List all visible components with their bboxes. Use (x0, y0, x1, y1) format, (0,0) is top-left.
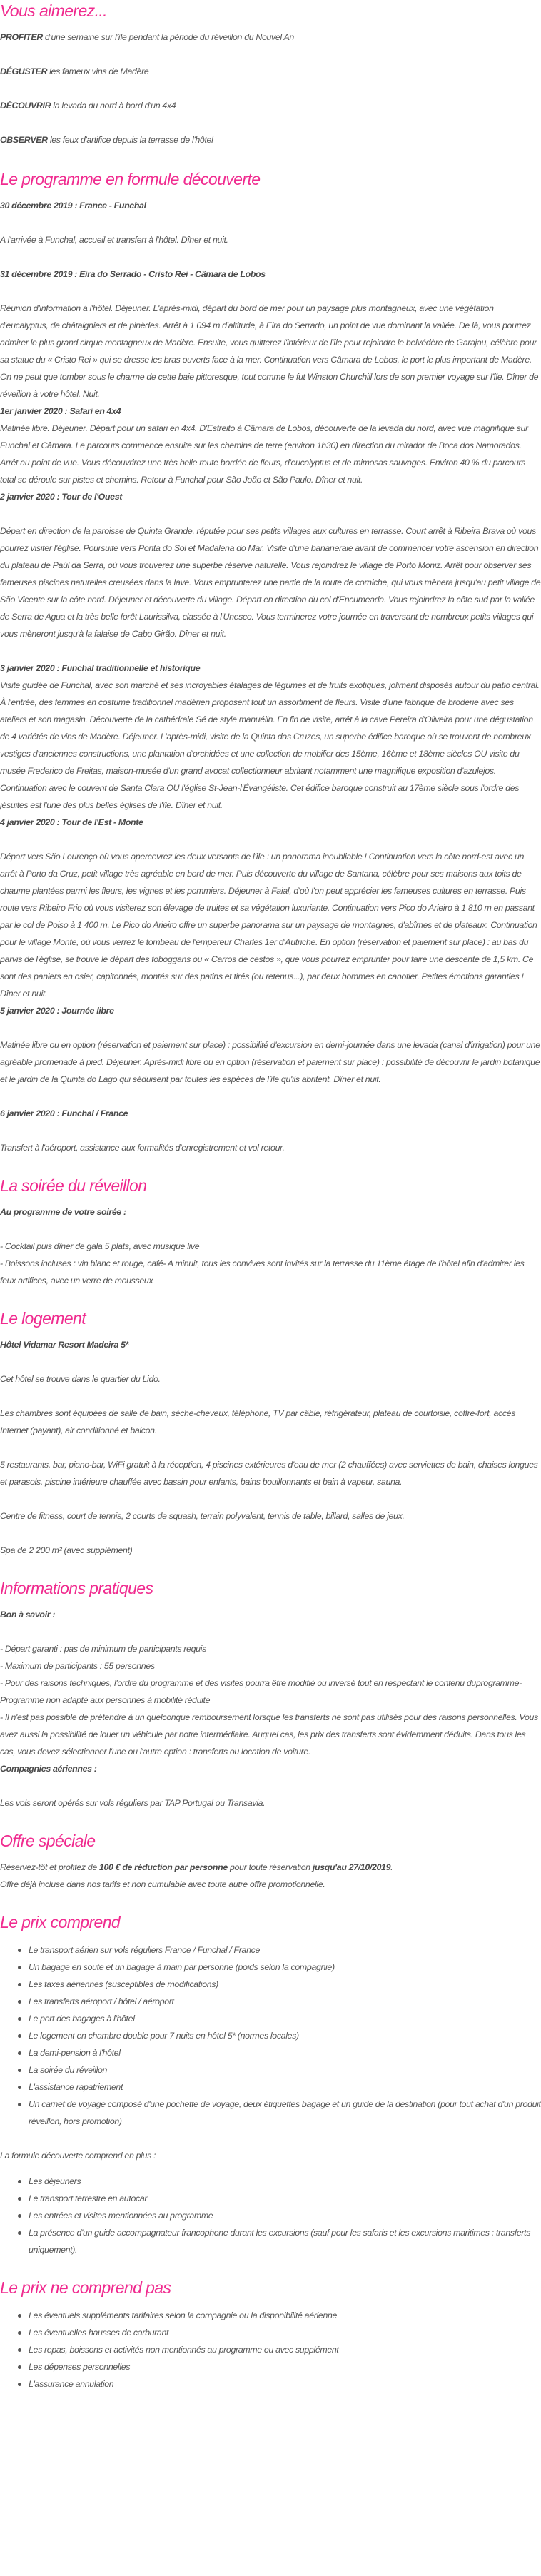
info-line: - Pour des raisons techniques, l'ordre du programme et des visites pourra être modifié ou inversé tout en respectant le contenu duprogramme- Programme non adapté aux personnes à mobilité réduite (0, 1678, 522, 1705)
list-item: Le logement en chambre double pour 7 nuits en hôtel 5* (normes locales) (29, 2027, 541, 2044)
section-title: Le prix comprend (0, 1913, 121, 1931)
list-item: L'assurance annulation (29, 2375, 541, 2393)
reveillon-line: - Boissons incluses : vin blanc et rouge, café- A minuit, tous les convives sont invités sur la terrasse du 11ème étage de l'hôtel afin d'admirer les feux artifices, avec un verre de mousseux (0, 1258, 525, 1286)
day-title: 3 janvier 2020 : Funchal traditionnelle et historique (0, 663, 201, 673)
section-reveillon (0, 1175, 541, 1289)
extra-includes-list (0, 2173, 541, 2258)
highlight-item: DÉGUSTER les fameux vins de Madère (0, 66, 149, 76)
section-prix-ne-comprend-pas (0, 2277, 541, 2393)
list-item: Les éventuels suppléments tarifaires selon la compagnie ou la disponibilité aérienne (29, 2307, 541, 2324)
info-line: - Départ garanti : pas de minimum de participants requis (0, 1644, 206, 1654)
section-informations (0, 1577, 541, 1812)
list-item: Le port des bagages à l'hôtel (29, 2010, 541, 2027)
list-item: La soirée du réveillon (29, 2061, 541, 2079)
section-title: Le logement (0, 1309, 86, 1328)
section-title: La soirée du réveillon (0, 1176, 147, 1195)
list-item: Le transport terrestre en autocar (29, 2190, 541, 2207)
info-line: - Maximum de participants : 55 personnes (0, 1661, 155, 1671)
extra-intro: La formule découverte comprend en plus : (0, 2151, 156, 2161)
list-item: Les repas, boissons et activités non mentionnés au programme ou avec supplément (29, 2341, 541, 2358)
day-text: Départ en direction de la paroisse de Quinta Grande, réputée pour ses petits villages aux cultures en terrasse. Court arrêt à Ribeira Brava où vous pourrez visiter l'église. Poursuite vers Ponta do Sol et Madalena do Mar. Visite d'une bananeraie avant de commencer votre ascension en direction du plateau de Paúl da Serra, où vous trouverez une superbe réserve naturelle. Vous rejoindrez le village de Porto Moniz. Arrêt pour observer ses fameuses piscines naturelles creusées dans la lave. Vous emprunterez une partie de la route de corniche, qui vous mènera jusqu'au petit village de São Vicente sur la côte nord. Déjeuner et découverte du village. Départ en direction du col d'Encumeada. Vous rejoindrez la côte sud par la vallée de Serra de Agua et la très belle forêt Laurissilva, classée à l'Unesco. Vous terminerez votre journée en traversant de nombreux petits villages qui vous mèneront jusqu'à la falaise de Cabo Girão. Dîner et nuit. (0, 526, 541, 639)
excludes-list (0, 2307, 541, 2393)
day-text: Départ vers São Lourenço où vous apercevrez les deux versants de l'île : un panorama inoubliable ! Continuation vers la côte nord-est avec un arrêt à Porto da Cruz, petit village très agréable en bord de mer. Puis découverte du village de Santana, célèbre pour ses maisons aux toits de chaume plantées parmi les fleurs, les vignes et les pommiers. Déjeuner à Faial, d'où l'on peut apprécier les fameuses cultures en terrasse. Puis route vers Ribeiro Frio où vous visiterez son élevage de truites et sa végétation luxuriante. Continuation vers Pico do Arieiro à 1 810 m en passant par le col de Poiso à 1 400 m. Le Pico do Arieiro offre un superbe panorama sur un paysage de montagnes, d'abîmes et de plateaux. Continuation pour le village Monte, où vous verrez le tombeau de l'empereur Charles 1er d'Autriche. En option (réservation et paiement sur place) : au bas du parvis de l'église, se trouve le départ des toboggans ou « Carros de cestos », que vous pourrez emprunter pour faire une descente de 1,5 km. Ce sont des paniers en osier, capitonnés, montés sur des patins et tirés (ou retenus...), par deux hommes en canotier. Petites émotions garanties ! Dîner et nuit. (0, 852, 537, 999)
section-offre-speciale (0, 1830, 541, 1893)
day-title: 30 décembre 2019 : France - Funchal (0, 201, 146, 211)
day-text: Visite guidée de Funchal, avec son marché et ses incroyables étalages de légumes et de fruits exotiques, joliment disposés autour du patio central. À l'entrée, des femmes en costume traditionnel madérien proposent tout un assortiment de fleurs. Visite d'une fabrique de broderie avec ses ateliers et son magasin. Découverte de la cathédrale Sé de style manuélin. En fin de visite, arrêt à la cave Pereira d'Oliveira pour une dégustation de 4 variétés de vins de Madère. Déjeuner. L'après-midi, visite de la Quinta das Cruzes, un superbe édifice baroque où se trouvent de nombreux vestiges d'anciennes constructions, une plantation d'orchidées et une collection de mobilier des 15ème, 16ème et 18ème siècles OU visite du musée Frederico de Freitas, maison-musée d'un grand avocat collectionneur abritant notamment une magnifique exposition d'azulejos. Continuation avec le couvent de Santa Clara OU l'église St-Jean-l'Évangéliste. Cet édifice baroque construit au 17ème siècle sous l'ordre des jésuites est l'une des plus belles églises de l'île. Dîner et nuit. (0, 680, 540, 810)
highlight-item: DÉCOUVRIR la levada du nord à bord d'un 4x4 (0, 101, 176, 111)
day-title: 2 janvier 2020 : Tour de l'Ouest (0, 492, 123, 502)
day-title: 1er janvier 2020 : Safari en 4x4 (0, 406, 121, 416)
list-item: L'assistance rapatriement (29, 2079, 541, 2096)
section-prix-comprend (0, 1911, 541, 2258)
list-item: La présence d'un guide accompagnateur francophone durant les excursions (sauf pour les safaris et les excursions maritimes : transferts uniquement). (29, 2224, 541, 2258)
hotel-name: Hôtel Vidamar Resort Madeira 5* (0, 1340, 129, 1350)
discount-amount: 100 € de réduction par personne (98, 1862, 228, 1872)
list-item: Les entrées et visites mentionnées au programme (29, 2207, 541, 2224)
list-item: Les taxes aériennes (susceptibles de modifications) (29, 1976, 541, 1993)
airlines-text: Les vols seront opérés sur vols réguliers par TAP Portugal ou Transavia. (0, 1798, 266, 1808)
day-text: Matinée libre. Déjeuner. Départ pour un safari en 4x4. D'Estreito à Câmara de Lobos, découverte de la levada du nord, avec vue magnifique sur Funchal et Câmara. Le parcours commence ensuite sur les chemins de terre (environ 1h30) en direction du mirador de Boca dos Namorados. Arrêt au point de vue. Vous découvrirez une très belle route bordée de fleurs, d'eucalyptus et de mimosas sauvages. Environ 40 % du parcours total se déroule sur pistes et chemins. Retour à Funchal pour São João et São Paulo. Dîner et nuit. (0, 423, 528, 485)
list-item: Les éventuelles hausses de carburant (29, 2324, 541, 2341)
day-title: 5 janvier 2020 : Journée libre (0, 1006, 114, 1016)
section-vous-aimerez (0, 0, 541, 148)
offer-note: Offre déjà incluse dans nos tarifs et non cumulable avec toute autre offre promotionnelle. (0, 1879, 325, 1889)
day-text: Réunion d'information à l'hôtel. Déjeuner. L'après-midi, départ du bord de mer pour un paysage plus montagneux, avec une végétation d'eucalyptus, de châtaigniers et de pinèdes. Arrêt à 1 094 m d'altitude, à Eira do Serrado, un point de vue dominant la vallée. De là, vous pourrez admirer le plus grand cirque montagneux de Madère. Ensuite, vous quitterez l'intérieur de l'île pour rejoindre le belvédère de Garajau, célèbre pour sa statue du « Cristo Rei » qui se dresse les bras ouverts face à la mer. Continuation vers Câmara de Lobos, le port le plus important de Madère. On ne peut que tomber sous le charme de cette baie pittoresque, tout comme le fut Winston Churchill lors de son premier voyage sur l'île. Dîner de réveillon à votre hôtel. Nuit. (0, 303, 539, 399)
highlight-item: OBSERVER les feux d'artifice depuis la terrasse de l'hôtel (0, 135, 213, 145)
includes-list (0, 1941, 541, 2130)
day-text: A l'arrivée à Funchal, accueil et transfert à l'hôtel. Dîner et nuit. (0, 235, 228, 245)
list-item: La demi-pension à l'hôtel (29, 2044, 541, 2061)
list-item: Un carnet de voyage composé d'une pochette de voyage, deux étiquettes bagage et un guide de la destination (pour tout achat d'un produit réveillon, hors promotion) (29, 2096, 541, 2130)
day-title: 4 janvier 2020 : Tour de l'Est - Monte (0, 817, 143, 827)
airlines-label: Compagnies aériennes : (0, 1764, 97, 1774)
section-title: Vous aimerez... (0, 1, 107, 20)
good-to-know-label: Bon à savoir : (0, 1610, 56, 1620)
info-line: - Il n'est pas possible de prétendre à un quelconque remboursement lorsque les transferts ne sont pas utilisés pour des raisons personnelles. Vous avez aussi la possibilité de louer un véhicule par notre intermédiaire. Auquel cas, les prix des transferts sont évidemment déduits. Dans tous les cas, vous devez sélectionner l'une ou l'autre option : transferts ou location de voiture. (0, 1712, 538, 1757)
section-title: Le programme en formule découverte (0, 170, 261, 188)
list-item: Les déjeuners (29, 2173, 541, 2190)
lodging-paragraph: Spa de 2 200 m² (avec supplément) (0, 1545, 133, 1555)
section-title: Informations pratiques (0, 1579, 153, 1597)
section-programme (0, 168, 541, 1156)
section-logement (0, 1308, 541, 1559)
day-title: 31 décembre 2019 : Eira do Serrado - Cristo Rei - Câmara de Lobos (0, 269, 266, 279)
offer-deadline: jusqu'au 27/10/2019 (312, 1862, 391, 1872)
lodging-paragraph: 5 restaurants, bar, piano-bar, WiFi gratuit à la réception, 4 piscines extérieures d'eau de mer (2 chauffées) avec serviettes de bain, chaises longues et parasols, piscine intérieure chauffée avec bassin pour enfants, bains bouillonnants et bain à vapeur, sauna. (0, 1460, 538, 1487)
reveillon-line: - Cocktail puis dîner de gala 5 plats, avec musique live (0, 1241, 200, 1251)
lodging-paragraph: Cet hôtel se trouve dans le quartier du Lido. (0, 1374, 161, 1384)
day-text: Transfert à l'aéroport, assistance aux formalités d'enregistrement et vol retour. (0, 1143, 285, 1153)
list-item: Un bagage en soute et un bagage à main par personne (poids selon la compagnie) (29, 1959, 541, 1976)
offer-line: Réservez-tôt et profitez de 100 € de réduction par personne pour toute réservation jusqu'au 27/10/2019. (0, 1862, 393, 1872)
day-text: Matinée libre ou en option (réservation et paiement sur place) : possibilité d'excursion en demi-journée dans une levada (canal d'irrigation) pour une agréable promenade à pied. Déjeuner. Après-midi libre ou en option (réservation et paiement sur place) : possibilité de découvrir le jardin botanique et le jardin de la Quinta do Lago qui séduisent par toutes les espèces de l'île qu'ils abritent. Dîner et nuit. (0, 1040, 540, 1084)
section-title: Le prix ne comprend pas (0, 2278, 171, 2297)
section-title: Offre spéciale (0, 1832, 96, 1850)
lodging-paragraph: Centre de fitness, court de tennis, 2 courts de squash, terrain polyvalent, tennis de table, billard, salles de jeux. (0, 1511, 405, 1521)
list-item: Les dépenses personnelles (29, 2358, 541, 2375)
list-item: Le transport aérien sur vols réguliers France / Funchal / France (29, 1941, 541, 1959)
lodging-paragraph: Les chambres sont équipées de salle de bain, sèche-cheveux, téléphone, TV par câble, réfrigérateur, plateau de courtoisie, coffre-fort, accès Internet (payant), air conditionné et balcon. (0, 1408, 516, 1435)
highlight-item: PROFITER d'une semaine sur l'île pendant la période du réveillon du Nouvel An (0, 32, 294, 42)
reveillon-intro: Au programme de votre soirée : (0, 1207, 126, 1217)
list-item: Les transferts aéroport / hôtel / aéroport (29, 1993, 541, 2010)
day-title: 6 janvier 2020 : Funchal / France (0, 1108, 128, 1118)
